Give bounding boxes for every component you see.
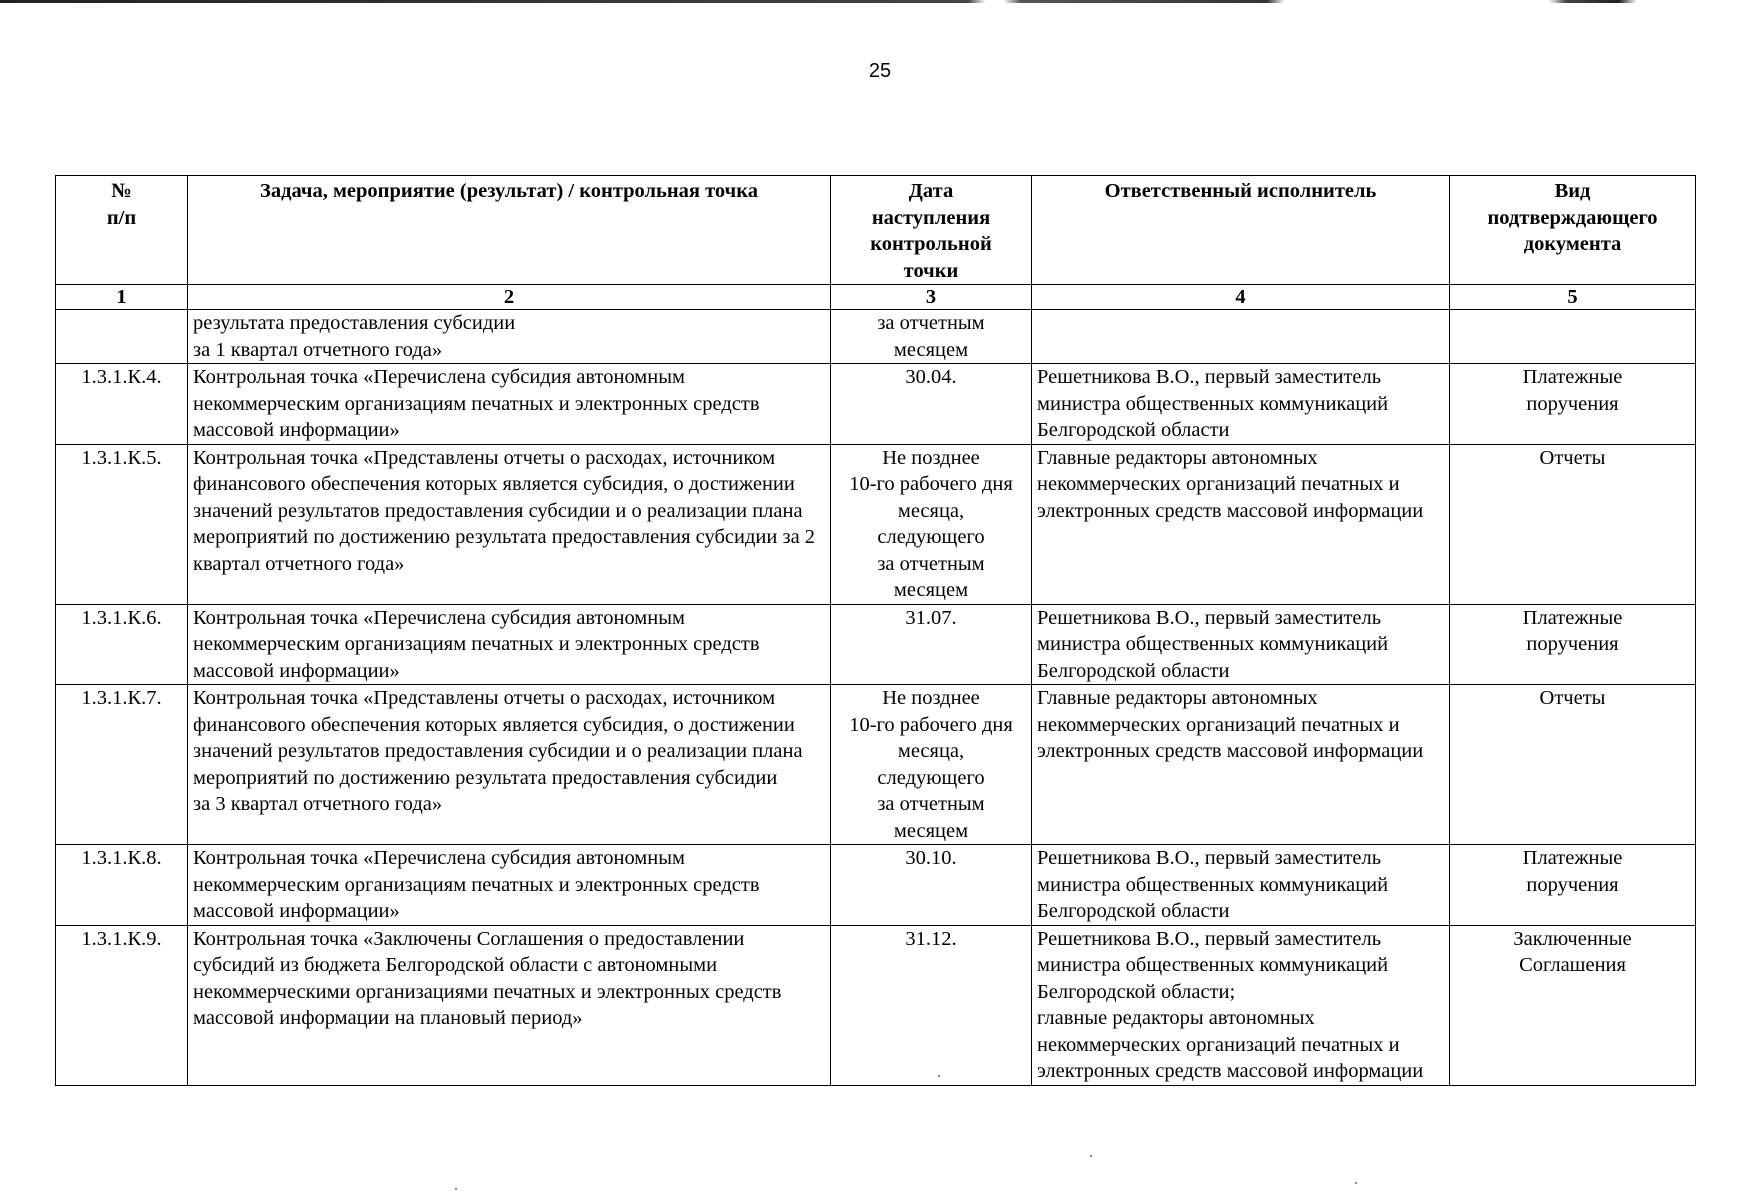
row-number: 1.3.1.К.6.	[56, 604, 188, 685]
row-task: Контрольная точка «Перечислена субсидия автономным некоммерческим организациям печатных и электронных средств массовой информации»	[188, 364, 831, 445]
table-row	[56, 310, 1696, 364]
header-document: Вид подтверждающего документа	[1450, 176, 1696, 285]
column-number-4: 4	[1032, 285, 1450, 310]
table-row	[56, 685, 1696, 845]
row-responsible: Главные редакторы автономных некоммерческих организаций печатных и электронных средств массовой информации	[1032, 444, 1450, 604]
row-task: Контрольная точка «Заключены Соглашения о предоставлении субсидий из бюджета Белгородской области с автономными некоммерческими организациями печатных и электронных средств массовой информации на плановый период»	[188, 925, 831, 1085]
row-task: Контрольная точка «Представлены отчеты о расходах, источником финансового обеспечения которых является субсидия, о достижении значений результатов предоставления субсидии и о реализации плана мероприятий по достижению результата предоставления субсидии за 3 квартал отчетного года»	[188, 685, 831, 845]
row-responsible	[1032, 310, 1450, 364]
header-task: Задача, мероприятие (результат) / контрольная точка	[188, 176, 831, 285]
row-task: Контрольная точка «Представлены отчеты о расходах, источником финансового обеспечения которых является субсидия, о достижении значений результатов предоставления субсидии и о реализации плана мероприятий по достижению результата предоставления субсидии за 2 квартал отчетного года»	[188, 444, 831, 604]
row-date: 30.10.	[831, 845, 1032, 926]
scan-speck	[455, 1188, 457, 1190]
table-row	[56, 925, 1696, 1085]
row-document: Отчеты	[1450, 444, 1696, 604]
row-document: Платежные поручения	[1450, 604, 1696, 685]
row-document: Платежные поручения	[1450, 364, 1696, 445]
row-number: 1.3.1.К.9.	[56, 925, 188, 1085]
row-responsible: Решетникова В.О., первый заместитель министра общественных коммуникаций Белгородской области	[1032, 604, 1450, 685]
column-number-row	[56, 285, 1696, 310]
table-row	[56, 444, 1696, 604]
row-date: 31.07.	[831, 604, 1032, 685]
row-task: Контрольная точка «Перечислена субсидия автономным некоммерческим организациям печатных и электронных средств массовой информации»	[188, 604, 831, 685]
row-number: 1.3.1.К.8.	[56, 845, 188, 926]
row-date: Не позднее 10-го рабочего дня месяца, следующего за отчетным месяцем	[831, 444, 1032, 604]
column-number-5: 5	[1450, 285, 1696, 310]
row-number	[56, 310, 188, 364]
header-number: № п/п	[56, 176, 188, 285]
row-number: 1.3.1.К.5.	[56, 444, 188, 604]
table-row	[56, 604, 1696, 685]
table-row	[56, 845, 1696, 926]
header-date: Дата наступления контрольной точки	[831, 176, 1032, 285]
scan-speck	[938, 1075, 940, 1077]
row-responsible: Решетникова В.О., первый заместитель министра общественных коммуникаций Белгородской области	[1032, 845, 1450, 926]
row-document: Заключенные Соглашения	[1450, 925, 1696, 1085]
row-responsible: Решетникова В.О., первый заместитель министра общественных коммуникаций Белгородской области; главные редакторы автономных некоммерческих организаций печатных и электронных средств массовой информации	[1032, 925, 1450, 1085]
row-document: Отчеты	[1450, 685, 1696, 845]
scan-speck	[1090, 1155, 1092, 1157]
row-responsible: Главные редакторы автономных некоммерческих организаций печатных и электронных средств массовой информации	[1032, 685, 1450, 845]
row-date: Не позднее 10-го рабочего дня месяца, следующего за отчетным месяцем	[831, 685, 1032, 845]
row-date: 31.12.	[831, 925, 1032, 1085]
column-number-1: 1	[56, 285, 188, 310]
column-number-3: 3	[831, 285, 1032, 310]
row-task: Контрольная точка «Перечислена субсидия автономным некоммерческим организациям печатных и электронных средств массовой информации»	[188, 845, 831, 926]
scan-edge-line	[0, 0, 1760, 3]
row-number: 1.3.1.К.7.	[56, 685, 188, 845]
row-document: Платежные поручения	[1450, 845, 1696, 926]
column-number-2: 2	[188, 285, 831, 310]
row-date: 30.04.	[831, 364, 1032, 445]
row-date: за отчетным месяцем	[831, 310, 1032, 364]
scan-speck	[1355, 1182, 1357, 1184]
row-document	[1450, 310, 1696, 364]
row-responsible: Решетникова В.О., первый заместитель министра общественных коммуникаций Белгородской области	[1032, 364, 1450, 445]
row-task: результата предоставления субсидии за 1 квартал отчетного года»	[188, 310, 831, 364]
table-row	[56, 364, 1696, 445]
control-points-table	[55, 175, 1696, 1086]
table-header-row	[56, 176, 1696, 285]
row-number: 1.3.1.К.4.	[56, 364, 188, 445]
page-number: 25	[868, 60, 892, 82]
header-responsible: Ответственный исполнитель	[1032, 176, 1450, 285]
